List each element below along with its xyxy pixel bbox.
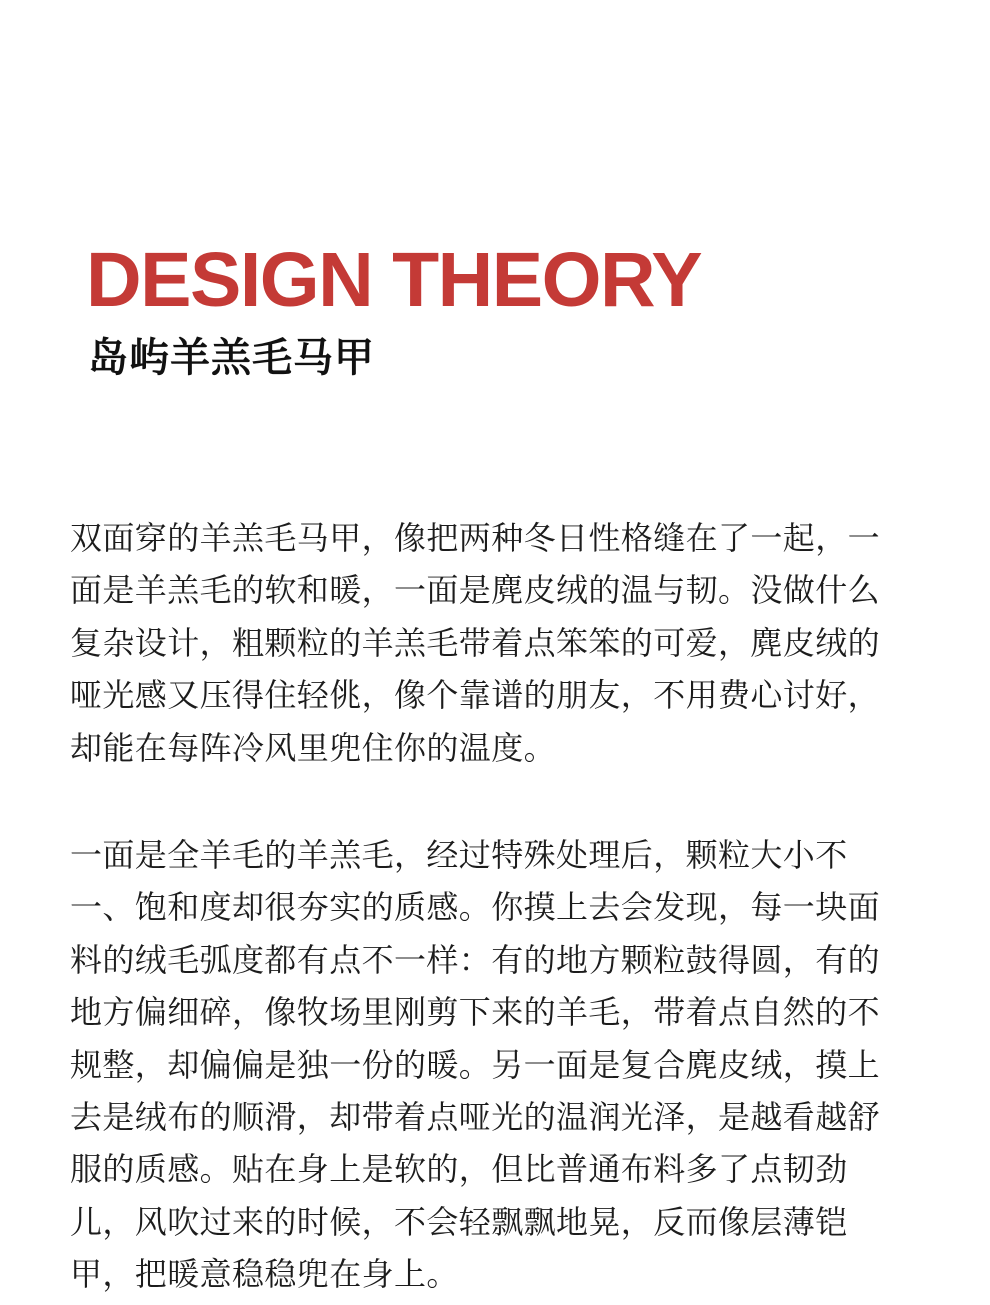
paragraph-line: 一、饱和度却很夯实的质感。你摸上去会发现，每一块面: [70, 888, 881, 927]
paragraph-line: 面是羊羔毛的软和暖，一面是麂皮绒的温与韧。没做什么: [70, 571, 881, 610]
paragraph-line: 一面是全羊毛的羊羔毛，经过特殊处理后，颗粒大小不: [70, 836, 848, 874]
paragraph-line: 地方偏细碎，像牧场里刚剪下来的羊毛，带着点自然的不: [70, 993, 881, 1032]
paragraph-line: 料的绒毛弧度都有点不一样：有的地方颗粒鼓得圆，有的: [70, 940, 881, 979]
paragraph-intro: [70, 512, 920, 774]
title-english: DESIGN THEORY: [86, 237, 702, 323]
paragraph-line: 甲，把暖意稳稳兜在身上。: [70, 1255, 459, 1294]
paragraph-line: 双面穿的羊羔毛马甲，像把两种冬日性格缝在了一起，一: [70, 519, 881, 557]
paragraph-line: 规整，却偏偏是独一份的暖。另一面是复合麂皮绒，摸上: [70, 1045, 881, 1084]
paragraph-line: 却能在每阵冷风里兜住你的温度。: [70, 728, 557, 767]
paragraph-details: [70, 829, 920, 1301]
paragraph-line: 儿，风吹过来的时候，不会轻飘飘地晃，反而像层薄铠: [70, 1202, 848, 1241]
paragraph-line: 复杂设计，粗颗粒的羊羔毛带着点笨笨的可爱，麂皮绒的: [70, 623, 881, 662]
paragraph-line: 哑光感又压得住轻佻，像个靠谱的朋友，不用费心讨好，: [70, 676, 881, 715]
paragraph-line: 去是绒布的顺滑，却带着点哑光的温润光泽，是越看越舒: [70, 1097, 881, 1136]
paragraph-line: 服的质感。贴在身上是软的，但比普通布料多了点韧劲: [70, 1150, 848, 1189]
title-chinese: 岛屿羊羔毛马甲: [88, 335, 375, 381]
